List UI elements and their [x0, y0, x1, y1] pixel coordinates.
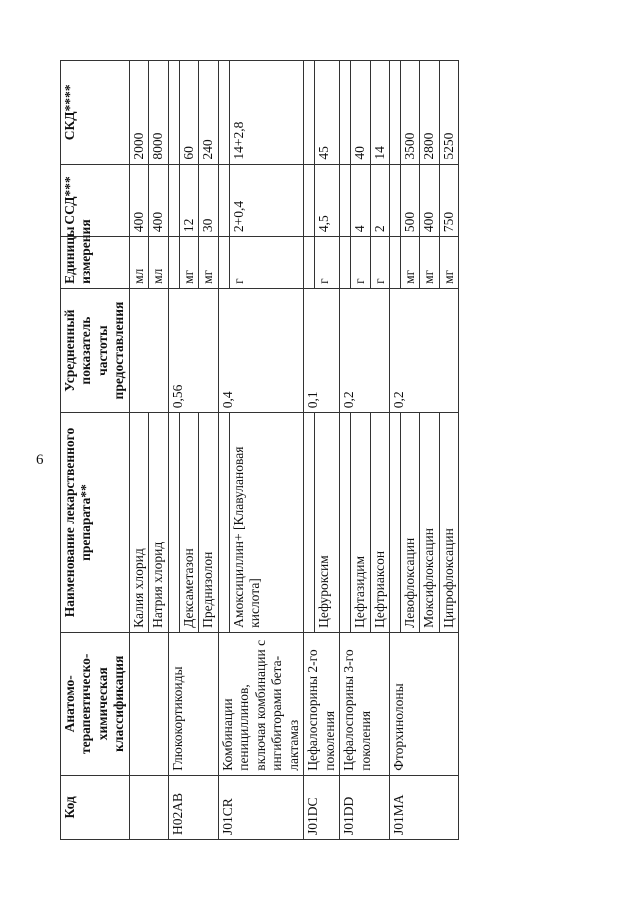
page-number: 6 — [36, 452, 44, 468]
cell-spacer — [304, 61, 315, 165]
cell-spacer — [340, 237, 351, 289]
cell-spacer — [340, 164, 351, 237]
table-row — [218, 61, 229, 840]
cell-atc — [129, 632, 168, 775]
cell-ssd: 12 — [179, 164, 198, 237]
cell-spacer — [168, 61, 179, 165]
cell-spacer — [389, 413, 400, 633]
header-ssd: ССД*** — [61, 164, 130, 237]
cell-spacer — [389, 61, 400, 165]
cell-atc: Цефалоспорины 2-го поколения — [304, 632, 340, 775]
cell-spacer — [304, 164, 315, 237]
cell-ssd: 400 — [420, 164, 439, 237]
cell-unit: мг — [439, 237, 458, 289]
cell-spacer — [304, 237, 315, 289]
table-row — [129, 61, 148, 840]
cell-unit: мг — [420, 237, 439, 289]
table-row — [304, 61, 315, 840]
header-code: Код — [61, 775, 130, 839]
cell-spacer — [304, 413, 315, 633]
cell-skd: 8000 — [149, 61, 168, 165]
cell-atc: Фторхинолоны — [389, 632, 458, 775]
cell-atc: Цефалоспорины 3-го поколения — [340, 632, 390, 775]
cell-unit: мг — [199, 237, 218, 289]
table-row — [389, 61, 400, 840]
cell-freq: 0,4 — [218, 288, 303, 412]
cell-spacer — [168, 164, 179, 237]
cell-spacer — [389, 164, 400, 237]
cell-ssd: 2 — [370, 164, 389, 237]
cell-unit: мг — [179, 237, 198, 289]
cell-freq: 0,1 — [304, 288, 340, 412]
header-freq: Усредненный показатель частоты предоставления — [61, 288, 130, 412]
cell-spacer — [218, 237, 229, 289]
cell-unit: г — [370, 237, 389, 289]
cell-freq — [129, 288, 168, 412]
drug-table — [60, 60, 459, 840]
cell-code: J01DD — [340, 775, 390, 839]
cell-spacer — [218, 413, 229, 633]
cell-ssd: 2+0,4 — [229, 164, 303, 237]
cell-drug-name: Калия хлорид — [129, 413, 148, 633]
cell-skd: 60 — [179, 61, 198, 165]
header-atc: Анатомо-терапевтическо-химическая классификация — [61, 632, 130, 775]
cell-skd: 240 — [199, 61, 218, 165]
cell-drug-name: Цефуроксим — [315, 413, 340, 633]
cell-spacer — [389, 237, 400, 289]
cell-ssd: 500 — [400, 164, 419, 237]
cell-spacer — [340, 61, 351, 165]
table-body — [129, 61, 459, 840]
cell-freq: 0,56 — [168, 288, 218, 412]
table-row — [340, 61, 351, 840]
cell-ssd: 30 — [199, 164, 218, 237]
cell-spacer — [218, 61, 229, 165]
cell-spacer — [218, 164, 229, 237]
cell-drug-name: Моксифлоксацин — [420, 413, 439, 633]
cell-ssd: 4,5 — [315, 164, 340, 237]
cell-drug-name: Левофлоксацин — [400, 413, 419, 633]
cell-drug-name: Дексаметазон — [179, 413, 198, 633]
cell-spacer — [168, 413, 179, 633]
rotated-table-sheet — [60, 60, 580, 840]
cell-spacer — [168, 237, 179, 289]
cell-atc: Глюкокортикоиды — [168, 632, 218, 775]
cell-ssd: 400 — [149, 164, 168, 237]
cell-atc: Комбинации пенициллинов, включая комбинации с ингибиторами бета-лактамаз — [218, 632, 303, 775]
cell-skd: 5250 — [439, 61, 458, 165]
cell-freq: 0,2 — [389, 288, 458, 412]
cell-freq: 0,2 — [340, 288, 390, 412]
cell-skd: 3500 — [400, 61, 419, 165]
cell-skd: 2000 — [129, 61, 148, 165]
cell-drug-name: Натрия хлорид — [149, 413, 168, 633]
header-skd: СКД**** — [61, 61, 130, 165]
cell-unit: мл — [129, 237, 148, 289]
cell-unit: г — [351, 237, 370, 289]
cell-unit: мл — [149, 237, 168, 289]
cell-code: J01MA — [389, 775, 458, 839]
cell-ssd: 4 — [351, 164, 370, 237]
cell-drug-name: Преднизолон — [199, 413, 218, 633]
cell-ssd: 750 — [439, 164, 458, 237]
cell-skd: 45 — [315, 61, 340, 165]
cell-unit: г — [315, 237, 340, 289]
cell-code: H02AB — [168, 775, 218, 839]
cell-ssd: 400 — [129, 164, 148, 237]
cell-skd: 14 — [370, 61, 389, 165]
cell-skd: 40 — [351, 61, 370, 165]
cell-drug-name: Ципрофлоксацин — [439, 413, 458, 633]
cell-drug-name: Цефтриаксон — [370, 413, 389, 633]
cell-drug-name: Амоксициллин+ [Клавулановая кислота] — [229, 413, 303, 633]
cell-code: J01CR — [218, 775, 303, 839]
cell-skd: 14+2,8 — [229, 61, 303, 165]
cell-unit: мг — [400, 237, 419, 289]
header-name: Наименование лекарственного препарата** — [61, 413, 130, 633]
header-unit: Единицы измерения — [61, 237, 130, 289]
cell-unit: г — [229, 237, 303, 289]
cell-code — [129, 775, 168, 839]
header-row — [61, 61, 130, 840]
cell-code: J01DC — [304, 775, 340, 839]
table-row — [168, 61, 179, 840]
cell-spacer — [340, 413, 351, 633]
cell-drug-name: Цефтазидим — [351, 413, 370, 633]
cell-skd: 2800 — [420, 61, 439, 165]
